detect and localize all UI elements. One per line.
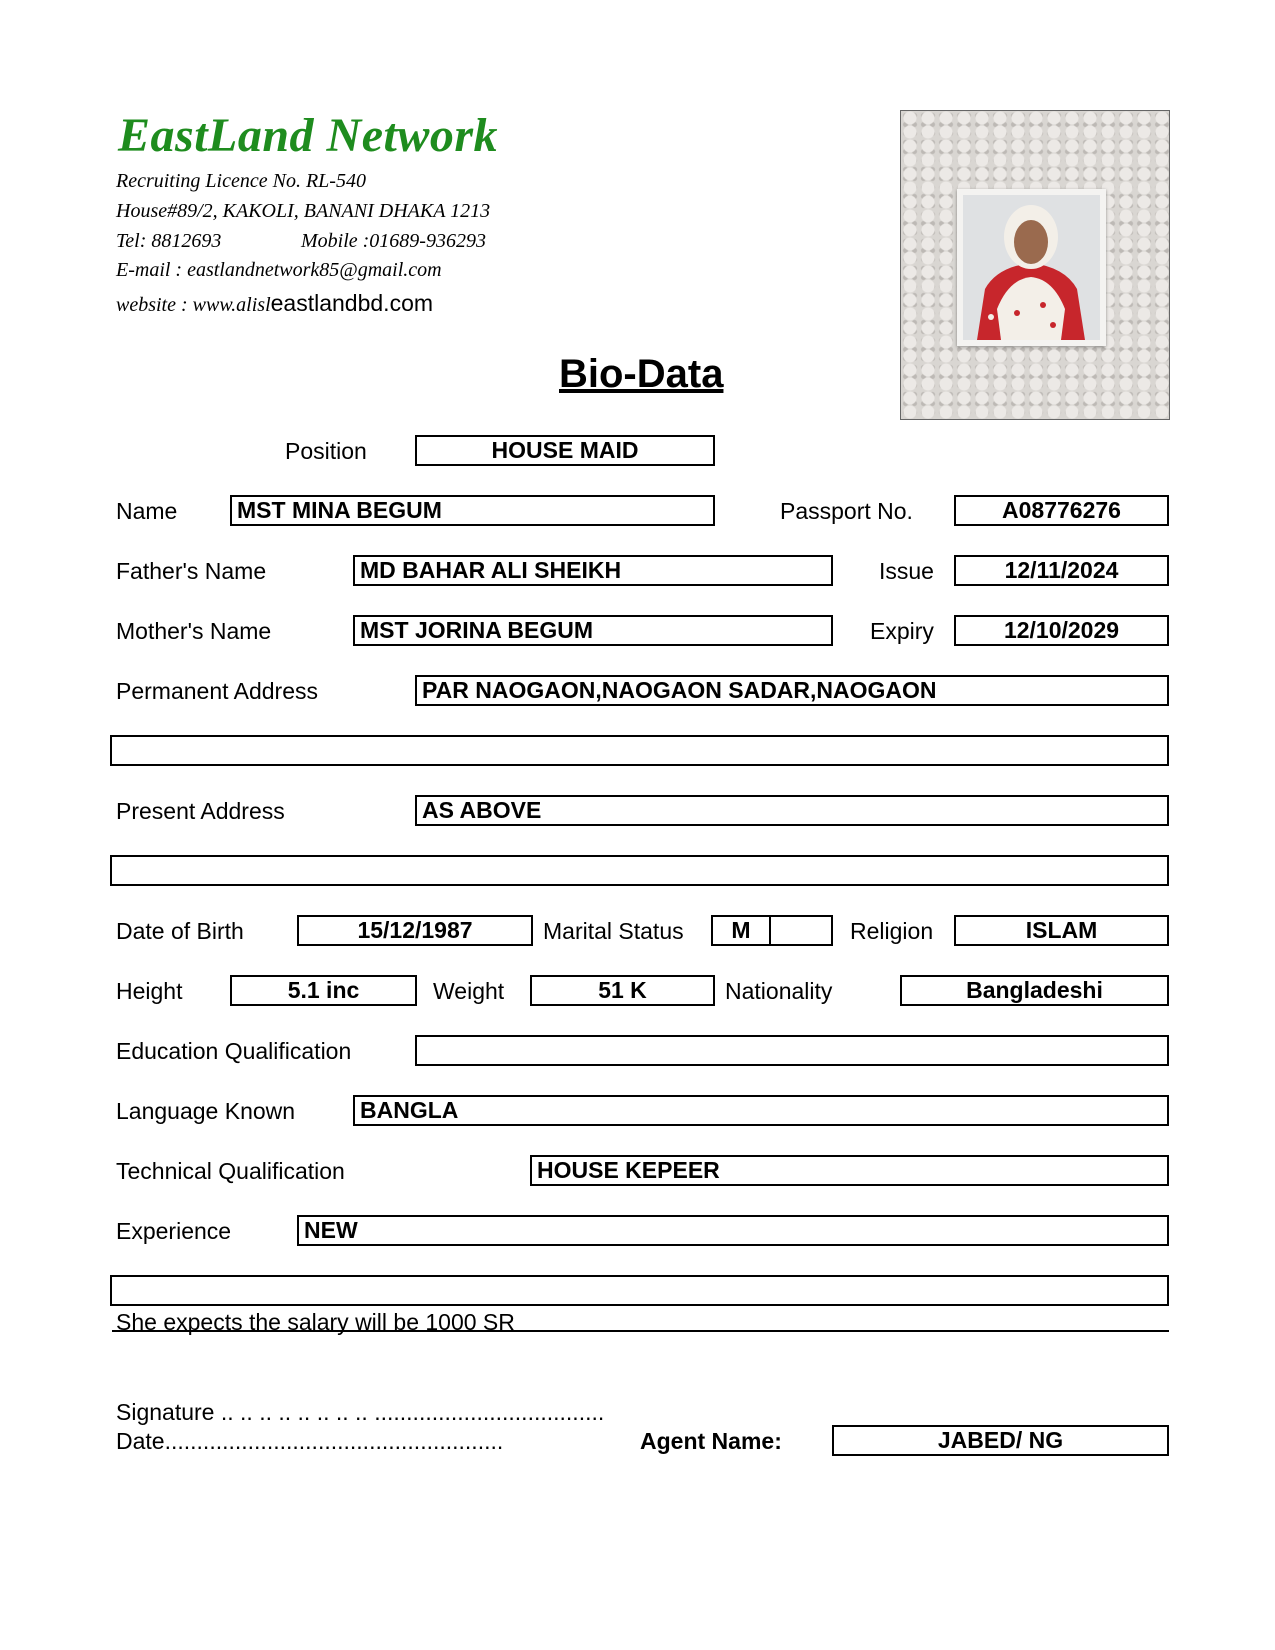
passport-field: A08776276 — [954, 495, 1169, 526]
experience-line2 — [110, 1275, 1169, 1306]
company-email: E-mail : eastlandnetwork85@gmail.com — [116, 259, 442, 281]
company-logo-text: EastLand Network — [118, 109, 499, 162]
website-prefix: website : www.alisl — [116, 294, 271, 316]
issue-date-field: 12/11/2024 — [954, 555, 1169, 586]
permanent-address-field: PAR NAOGAON,NAOGAON SADAR,NAOGAON — [415, 675, 1169, 706]
salary-underline — [112, 1330, 1169, 1332]
religion-field: ISLAM — [954, 915, 1169, 946]
mother-name-label: Mother's Name — [116, 618, 272, 644]
weight-label: Weight — [433, 978, 505, 1004]
technical-field: HOUSE KEPEER — [530, 1155, 1169, 1186]
position-field: HOUSE MAID — [415, 435, 715, 466]
expiry-label: Expiry — [870, 618, 934, 644]
dob-field: 15/12/1987 — [297, 915, 533, 946]
issue-label: Issue — [879, 558, 934, 584]
height-label: Height — [116, 978, 183, 1004]
nationality-label: Nationality — [725, 978, 833, 1004]
permanent-address-line2 — [110, 735, 1169, 766]
education-label: Education Qualification — [116, 1038, 352, 1064]
marital-status-field: M — [711, 915, 771, 946]
marital-status-extra-field — [769, 915, 833, 946]
expiry-date-field: 12/10/2029 — [954, 615, 1169, 646]
date-line: Date..................................................... — [116, 1428, 504, 1454]
licence-number: Recruiting Licence No. RL-540 — [116, 170, 366, 192]
company-mobile: Mobile :01689-936293 — [301, 230, 486, 252]
company-tel: Tel: 8812693 — [116, 230, 222, 252]
education-field — [415, 1035, 1169, 1066]
permanent-address-label: Permanent Address — [116, 678, 319, 704]
dob-label: Date of Birth — [116, 918, 244, 944]
present-address-label: Present Address — [116, 798, 285, 824]
portrait-graphic — [957, 189, 1106, 346]
passport-label: Passport No. — [780, 498, 913, 524]
religion-label: Religion — [850, 918, 934, 944]
experience-label: Experience — [116, 1218, 232, 1244]
website-url: eastlandbd.com — [270, 290, 434, 316]
applicant-portrait — [957, 189, 1106, 346]
agent-name-field: JABED/ NG — [832, 1425, 1169, 1456]
signature-line: Signature .. .. .. .. .. .. .. .. .................................... — [116, 1399, 605, 1425]
weight-field: 51 K — [530, 975, 715, 1006]
present-address-field: AS ABOVE — [415, 795, 1169, 826]
salary-note: She expects the salary will be 1000 SR — [116, 1309, 515, 1335]
nationality-field: Bangladeshi — [900, 975, 1169, 1006]
experience-field: NEW — [297, 1215, 1169, 1246]
father-name-label: Father's Name — [116, 558, 267, 584]
father-name-field: MD BAHAR ALI SHEIKH — [353, 555, 833, 586]
technical-label: Technical Qualification — [116, 1158, 345, 1184]
present-address-line2 — [110, 855, 1169, 886]
name-label: Name — [116, 498, 178, 524]
agent-name-label: Agent Name: — [640, 1428, 782, 1454]
name-field: MST MINA BEGUM — [230, 495, 715, 526]
mother-name-field: MST JORINA BEGUM — [353, 615, 833, 646]
language-field: BANGLA — [353, 1095, 1169, 1126]
page-title: Bio-Data — [559, 352, 724, 396]
height-field: 5.1 inc — [230, 975, 417, 1006]
marital-status-label: Marital Status — [543, 918, 684, 944]
company-website-line — [116, 290, 433, 317]
company-address: House#89/2, KAKOLI, BANANI DHAKA 1213 — [116, 200, 491, 222]
position-label: Position — [285, 438, 367, 464]
language-label: Language Known — [116, 1098, 296, 1124]
